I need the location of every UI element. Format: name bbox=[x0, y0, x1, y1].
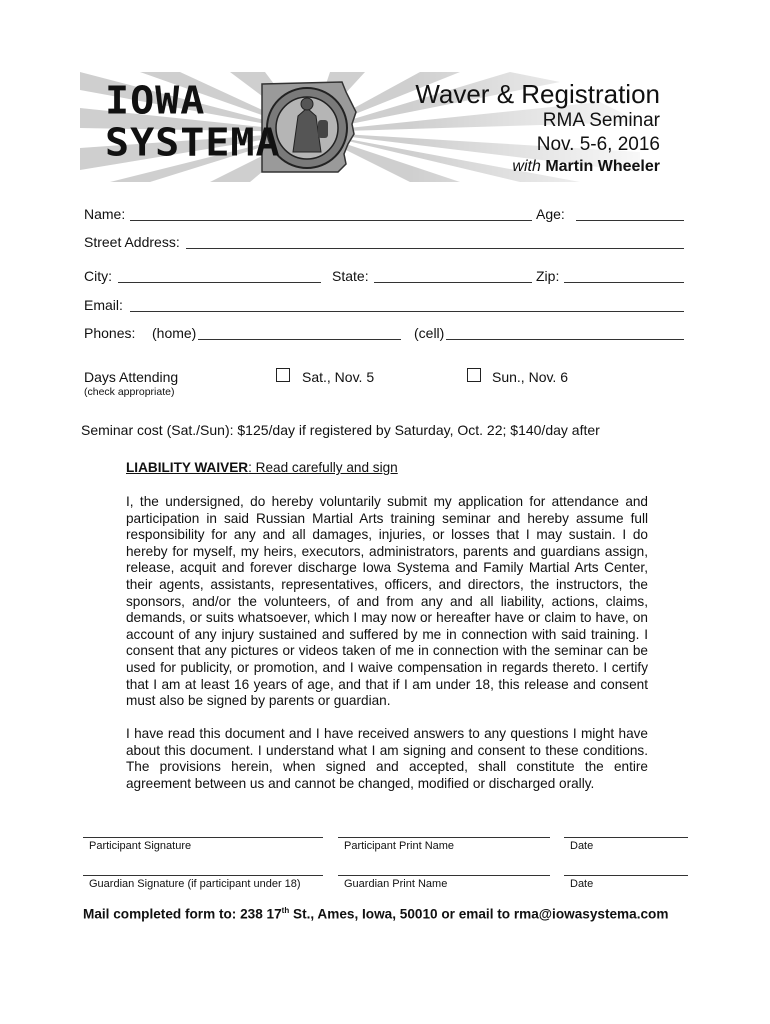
instructor-name: Martin Wheeler bbox=[545, 158, 660, 175]
cell-phone-field[interactable] bbox=[446, 339, 684, 340]
participant-print-line[interactable] bbox=[338, 837, 550, 838]
email-field[interactable] bbox=[130, 311, 684, 312]
logo-line-2: SYSTEMA bbox=[105, 121, 281, 165]
waiver-paragraph-1: I, the undersigned, do hereby voluntarily submit my application for attendance and participation in said Russian Martial Arts training seminar and hereby assume full responsibility for any and all damages, injuries, or losses that I may sustain. I do hereby for myself, my heirs, executors, administrators, parents and guardians assign, release, acquit and forever discharge Iowa Systema and Family Martial Arts Center, their agents, assistants, representatives, officers, and directors, the instructors, the sponsors, and/or the volunteers, of and from any and all liability, actions, claims, demands, or suits whatsoever, which I may now or hereafter have or claim to have, on account of any injury sustained and suffered by me in connection with said training. I consent that any pictures or videos taken of me in connection with the seminar can be used for publicity, or promotion, and I waive compensation in regards thereto. I certify that I am at least 16 years of age, and that if I am under 18, this release and consent must also be signed by parents or guardian. bbox=[126, 494, 648, 709]
waiver-heading-rest: : Read carefully and sign bbox=[248, 460, 398, 475]
mail-instructions bbox=[83, 906, 668, 922]
waiver-paragraph-2: I have read this document and I have received answers to any questions I might have about this document. I understand what I am signing and consent to these conditions. The provisions herein, when signed and accepted, shall constitute the entire agreement between us and cannot be changed, modified or discharged orally. bbox=[126, 726, 648, 791]
guardian-print-label: Guardian Print Name bbox=[344, 878, 448, 890]
seminar-date: Nov. 5-6, 2016 bbox=[536, 134, 660, 155]
mail-prefix: Mail completed form to: 238 17 bbox=[83, 906, 282, 922]
days-attending-label: Days Attending bbox=[84, 369, 179, 385]
participant-signature-line[interactable] bbox=[83, 837, 323, 838]
city-label: City: bbox=[84, 268, 112, 284]
saturday-label: Sat., Nov. 5 bbox=[302, 369, 375, 385]
street-label: Street Address: bbox=[84, 234, 180, 250]
mail-superscript: th bbox=[281, 906, 290, 915]
city-field[interactable] bbox=[118, 282, 321, 283]
email-label: Email: bbox=[84, 297, 123, 313]
guardian-date-line[interactable] bbox=[564, 875, 688, 876]
mail-suffix: St., Ames, Iowa, 50010 or email to rma@iowasystema.com bbox=[289, 906, 669, 922]
participant-date-label: Date bbox=[570, 840, 594, 852]
state-label: State: bbox=[332, 268, 369, 284]
state-field[interactable] bbox=[374, 282, 532, 283]
age-label: Age: bbox=[536, 206, 565, 222]
age-field[interactable] bbox=[576, 220, 684, 221]
waiver-heading-bold: LIABILITY WAIVER bbox=[126, 460, 249, 475]
participant-date-line[interactable] bbox=[564, 837, 688, 838]
iowa-systema-logo bbox=[105, 80, 281, 164]
participant-print-label: Participant Print Name bbox=[344, 840, 455, 852]
instructor-line bbox=[512, 157, 660, 177]
sunday-checkbox[interactable] bbox=[467, 368, 481, 382]
form-title: Waver & Registration bbox=[415, 79, 660, 109]
home-phone-field[interactable] bbox=[198, 339, 401, 340]
days-attending-hint: (check appropriate) bbox=[84, 386, 175, 398]
logo-line-1: IOWA bbox=[105, 79, 206, 123]
phones-label: Phones: bbox=[84, 325, 136, 341]
seminar-cost: Seminar cost (Sat./Sun): $125/day if registered by Saturday, Oct. 22; $140/day after bbox=[81, 422, 600, 438]
guardian-date-label: Date bbox=[570, 878, 594, 890]
guardian-signature-label: Guardian Signature (if participant under 18) bbox=[89, 878, 301, 890]
name-field[interactable] bbox=[130, 220, 532, 221]
seminar-name: RMA Seminar bbox=[542, 110, 660, 131]
street-field[interactable] bbox=[186, 248, 684, 249]
home-phone-label: (home) bbox=[152, 325, 197, 341]
participant-signature-label: Participant Signature bbox=[89, 840, 192, 852]
guardian-signature-line[interactable] bbox=[83, 875, 323, 876]
guardian-print-line[interactable] bbox=[338, 875, 550, 876]
liability-waiver-heading bbox=[126, 460, 398, 475]
saturday-checkbox[interactable] bbox=[276, 368, 290, 382]
sunday-label: Sun., Nov. 6 bbox=[492, 369, 569, 385]
cell-phone-label: (cell) bbox=[414, 325, 445, 341]
name-label: Name: bbox=[84, 206, 126, 222]
with-word: with bbox=[512, 158, 541, 175]
zip-label: Zip: bbox=[536, 268, 560, 284]
zip-field[interactable] bbox=[564, 282, 684, 283]
